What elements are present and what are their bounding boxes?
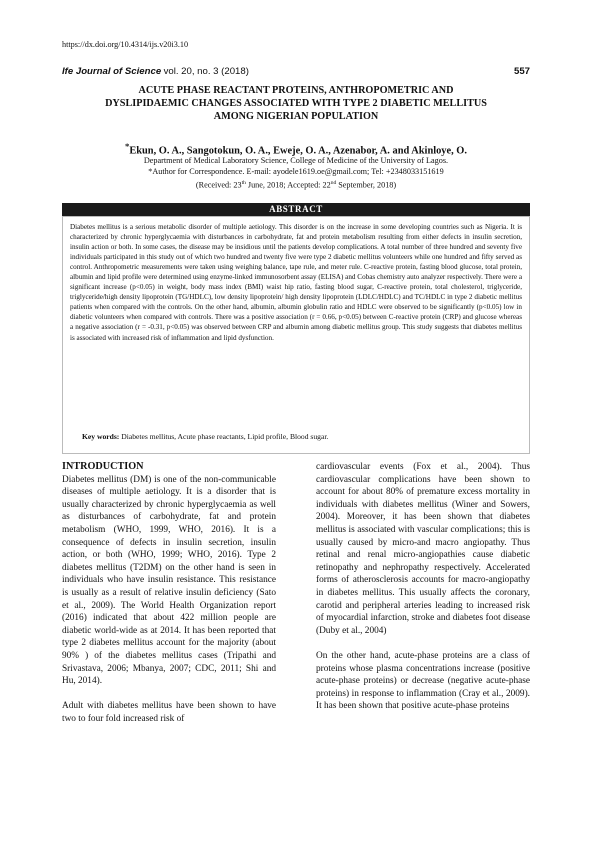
- accepted-date: June, 2018; Accepted: 22: [245, 180, 331, 190]
- authors-text: Ekun, O. A., Sangotokun, O. A., Eweje, O. A., Azenabor, A. and Akinloye, O.: [129, 145, 467, 157]
- journal-volume: vol. 20, no. 3 (2018): [163, 66, 249, 77]
- introduction-heading: INTRODUCTION: [62, 461, 144, 472]
- correspondence: *Author for Correspondence. E-mail: ayodele1619.oe@gmail.com; Tel: +2348033151619: [148, 167, 444, 177]
- journal-header: [62, 66, 530, 77]
- paragraph: cardiovascular events (Fox et al., 2004). Thus cardiovascular complications have been shown to account for about 80% of premature excess mortality in individuals with diabetes mellitus (Winer and Sowers, 2004). Moreover, it has been shown that diabetes mellitus is associated with vascular complications; this is usually caused by micro-and macro angiopathy. Thus retinal and renal micro-angiopathies cause diabetic retinopathy and nephropathy respectively. Accelerated forms of atherosclerosis accounts for macro-angiopathy in diabetes mellitus. This usually affects the coronary, carotid and peripheral arteries leading to increased risk of myocardial infarction, stroke and diabetes foot disease (Duby et al., 2004): [316, 462, 530, 636]
- abstract-text: Diabetes mellitus is a serious metabolic disorder of multiple aetiology. This disorder is on the increase in some developing countries such as Nigeria. It is characterized by chronic hyperglycaemia with disturbances in carbohydrate, fat and protein metabolism resulting from either defects in insulin secretion, insulin action or both. In some cases, the disease may be insidious until the patients develop complications. A total number of three hundred and seventy five individuals participated in this study out of which two hundred and twenty five were type 2 diabetic mellitus volunteers while one hundred and fifty served as control. Anthropometric measurements were taken using weighing balance, tape rule, and meter rule. C-reactive protein, fasting blood glucose, total protein, albumin and lipid profile were determined using enzyme-linked immunosorbent assay (ELISA) and Cobas chemistry auto analyzer respectively. There were a significant increase (p<0.05) in weight, body mass index (BMI) waist hip ratio, fasting blood sugar, C-reactive protein, total cholesterol, triglyceride, triglyceride/high density lipoprotein (TG/HDLC), low density lipoprotein/ high density lipoprotein (LDLC/HDLC) and TC/HDLC in type 2 diabetic mellitus patients when compared with the controls. On the other hand, albumin, albumin globulin ratio and HDLC were observed to be significantly (p<0.05) low in diabetic volunteers when compared with controls. There was a positive association (r = 0.66, p<0.05) between C-reactive protein (CRP) and glucose whereas a negative association (r = -0.31, p<0.05) was observed between CRP and albumin among diabetic mellitus group. This study suggests that diabetes mellitus is associated with increased risk of inflammation and lipid dysfunction.: [70, 223, 522, 342]
- title-line: DYSLIPIDAEMIC CHANGES ASSOCIATED WITH TYPE 2 DIABETIC MELLITUS: [105, 98, 487, 109]
- left-column: [62, 461, 276, 725]
- keywords-label: Key words:: [82, 432, 120, 441]
- paragraph: Diabetes mellitus (DM) is one of the non-communicable diseases of multiple aetiology. It is a disorder that is usually characterized by chronic hyperglycaemia as well as disturbances of carbohydrate, fat and protein metabolism (WHO, 1999, WHO, 2016). It is a consequence of defects in insulin secretion, insulin action, or both (WHO, 1999; WHO, 2016). Type 2 diabetes mellitus (T2DM) on the other hand is seen in individuals who have insulin resistance. This resistance is usually as a result of relative insulin deficiency (Sato et al., 2009). The World Health Organization report (2016) indicated that about 422 million people are diabetic world-wide as at 2014. It has been reported that type 2 diabetes mellitus account for the majority (about 90% ) of the diabetes mellitus cases (Tripathi and Srivastava, 2006; Mbanya, 2007; CDC, 2011; Shi and Hu, 2014).: [62, 474, 276, 687]
- dates-end: September, 2018): [336, 180, 397, 190]
- corresponding-mark: *: [124, 141, 130, 151]
- page-number: 557: [513, 66, 530, 77]
- affiliation-block: [62, 155, 530, 191]
- paragraph: On the other hand, acute-phase proteins are a class of proteins whose plasma concentrations increase (positive acute-phase proteins) or decrease (negative acute-phase proteins) in response to inflammation (Cray et al., 2009). It has been shown that positive acute-phase proteins: [316, 650, 530, 712]
- keywords: [82, 432, 522, 441]
- article-title: [62, 84, 530, 123]
- accepted-sup: nd: [330, 179, 337, 186]
- received-sup: th: [241, 179, 246, 186]
- journal-name: Ife Journal of Science: [62, 66, 162, 77]
- doi-link[interactable]: https://dx.doi.org/10.4314/ijs.v20i3.10: [62, 40, 189, 49]
- keywords-list: Diabetes mellitus, Acute phase reactants, Lipid profile, Blood sugar.: [119, 432, 329, 441]
- abstract-heading: ABSTRACT: [62, 203, 530, 216]
- affiliation: Department of Medical Laboratory Science, College of Medicine of the University of Lagos.: [143, 156, 449, 165]
- title-line: ACUTE PHASE REACTANT PROTEINS, ANTHROPOMETRIC AND: [138, 85, 454, 96]
- paragraph: Adult with diabetes mellitus have been shown to have two to four fold increased risk of: [62, 701, 276, 724]
- received-date: (Received: 23: [195, 180, 242, 190]
- title-line: AMONG NIGERIAN POPULATION: [213, 111, 379, 122]
- journal-citation: [62, 66, 249, 77]
- dates: [62, 178, 530, 191]
- right-column: [316, 461, 530, 713]
